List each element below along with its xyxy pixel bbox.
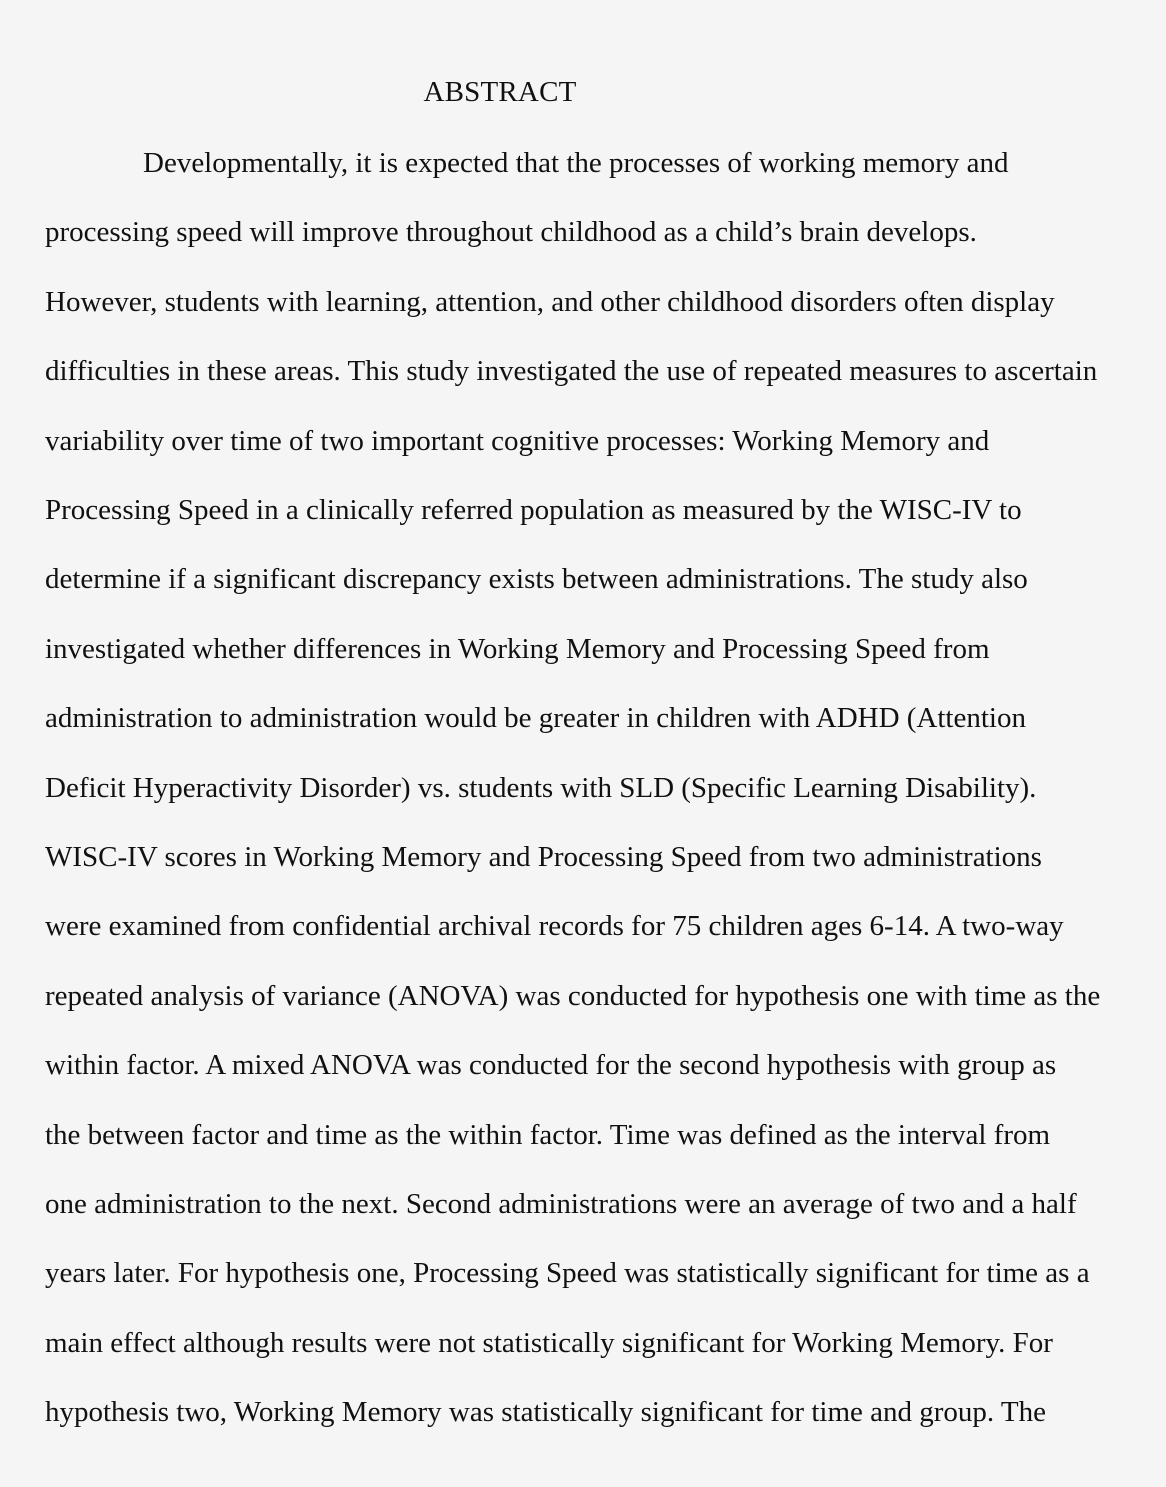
- abstract-line: years later. For hypothesis one, Processing Speed was statistically significant for time as a: [45, 1257, 1090, 1290]
- abstract-line: one administration to the next. Second administrations were an average of two and a half: [45, 1188, 1077, 1220]
- abstract-line: hypothesis two, Working Memory was statistically significant for time and group. The: [45, 1396, 1046, 1429]
- abstract-line: variability over time of two important cognitive processes: Working Memory and: [45, 424, 990, 457]
- abstract-line: Developmentally, it is expected that the processes of working memory and: [143, 147, 1009, 179]
- abstract-heading: ABSTRACT: [423, 76, 577, 108]
- abstract-line: were examined from confidential archival records for 75 children ages 6-14. A two-way: [45, 910, 1064, 943]
- abstract-line: WISC-IV scores in Working Memory and Processing Speed from two administrations: [45, 841, 1042, 873]
- abstract-line: determine if a significant discrepancy exists between administrations. The study also: [45, 563, 1028, 596]
- abstract-line: repeated analysis of variance (ANOVA) was conducted for hypothesis one with time as the: [45, 979, 1101, 1012]
- abstract-line: administration to administration would be greater in children with ADHD (Attention: [45, 702, 1026, 735]
- abstract-line: investigated whether differences in Working Memory and Processing Speed from: [45, 632, 990, 665]
- abstract-line: within factor. A mixed ANOVA was conducted for the second hypothesis with group as: [45, 1049, 1057, 1082]
- abstract-line: main effect although results were not statistically significant for Working Memory. For: [45, 1326, 1053, 1359]
- abstract-line: Processing Speed in a clinically referred population as measured by the WISC-IV to: [45, 494, 1022, 526]
- abstract-line: processing speed will improve throughout childhood as a child’s brain develops.: [45, 216, 977, 249]
- abstract-line: Deficit Hyperactivity Disorder) vs. students with SLD (Specific Learning Disability).: [45, 771, 1037, 804]
- abstract-line: the between factor and time as the within factor. Time was defined as the interval from: [45, 1118, 1051, 1151]
- abstract-line: However, students with learning, attention, and other childhood disorders often display: [45, 285, 1055, 318]
- abstract-line: difficulties in these areas. This study investigated the use of repeated measures to ascertain: [45, 355, 1098, 388]
